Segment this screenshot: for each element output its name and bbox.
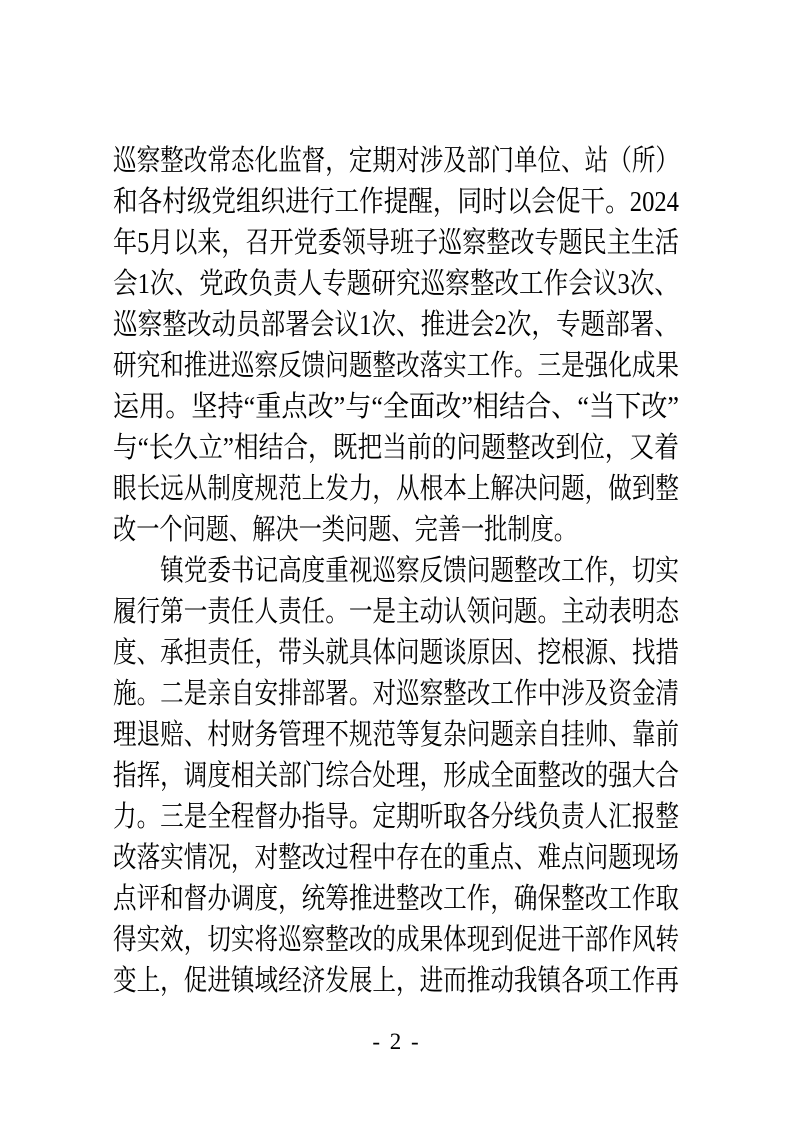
text-line: 变上，促进镇域经济发展上，进而推动我镇各项工作再 bbox=[113, 965, 679, 997]
page-number: - 2 - bbox=[372, 1029, 421, 1054]
text-line: 巡察整改动员部署会议1次、推进会2次，专题部署、 bbox=[113, 309, 679, 341]
text-line: 理退赔、村财务管理不规范等复杂问题亲自挂帅、靠前 bbox=[113, 719, 679, 751]
text-line: 指挥，调度相关部门综合处理，形成全面整改的强大合 bbox=[113, 760, 679, 792]
text-line: 度、承担责任，带头就具体问题谈原因、挖根源、找措 bbox=[113, 637, 679, 669]
text-line: 年5月以来，召开党委领导班子巡察整改专题民主生活 bbox=[113, 227, 679, 259]
text-line: 得实效，切实将巡察整改的成果体现到促进干部作风转 bbox=[113, 924, 679, 956]
text-line: 运用。坚持“重点改”与“全面改”相结合、“当下改” bbox=[113, 391, 679, 423]
text-line: 力。三是全程督办指导。定期听取各分线负责人汇报整 bbox=[113, 801, 679, 833]
text-line: 与“长久立”相结合，既把当前的问题整改到位，又着 bbox=[113, 432, 679, 464]
text-line: 眼长远从制度规范上发力，从根本上解决问题，做到整 bbox=[113, 473, 679, 505]
text-line: 改落实情况，对整改过程中存在的重点、难点问题现场 bbox=[113, 842, 679, 874]
text-line: 研究和推进巡察反馈问题整改落实工作。三是强化成果 bbox=[113, 350, 679, 382]
text-line: 履行第一责任人责任。一是主动认领问题。主动表明态 bbox=[113, 596, 679, 628]
text-line: 巡察整改常态化监督，定期对涉及部门单位、站（所） bbox=[113, 145, 679, 177]
text-line: 施。二是亲自安排部署。对巡察整改工作中涉及资金清 bbox=[113, 678, 679, 710]
text-line: 点评和督办调度，统筹推进整改工作，确保整改工作取 bbox=[113, 883, 679, 915]
text-line: 和各村级党组织进行工作提醒，同时以会促干。2024 bbox=[113, 186, 679, 218]
text-line-paragraph-start: 镇党委书记高度重视巡察反馈问题整改工作，切实 bbox=[160, 555, 680, 587]
document-body bbox=[113, 141, 679, 1002]
text-line-paragraph-end: 改一个问题、解决一类问题、完善一批制度。 bbox=[113, 514, 578, 546]
text-line: 会1次、党政负责人专题研究巡察整改工作会议3次、 bbox=[113, 268, 679, 300]
